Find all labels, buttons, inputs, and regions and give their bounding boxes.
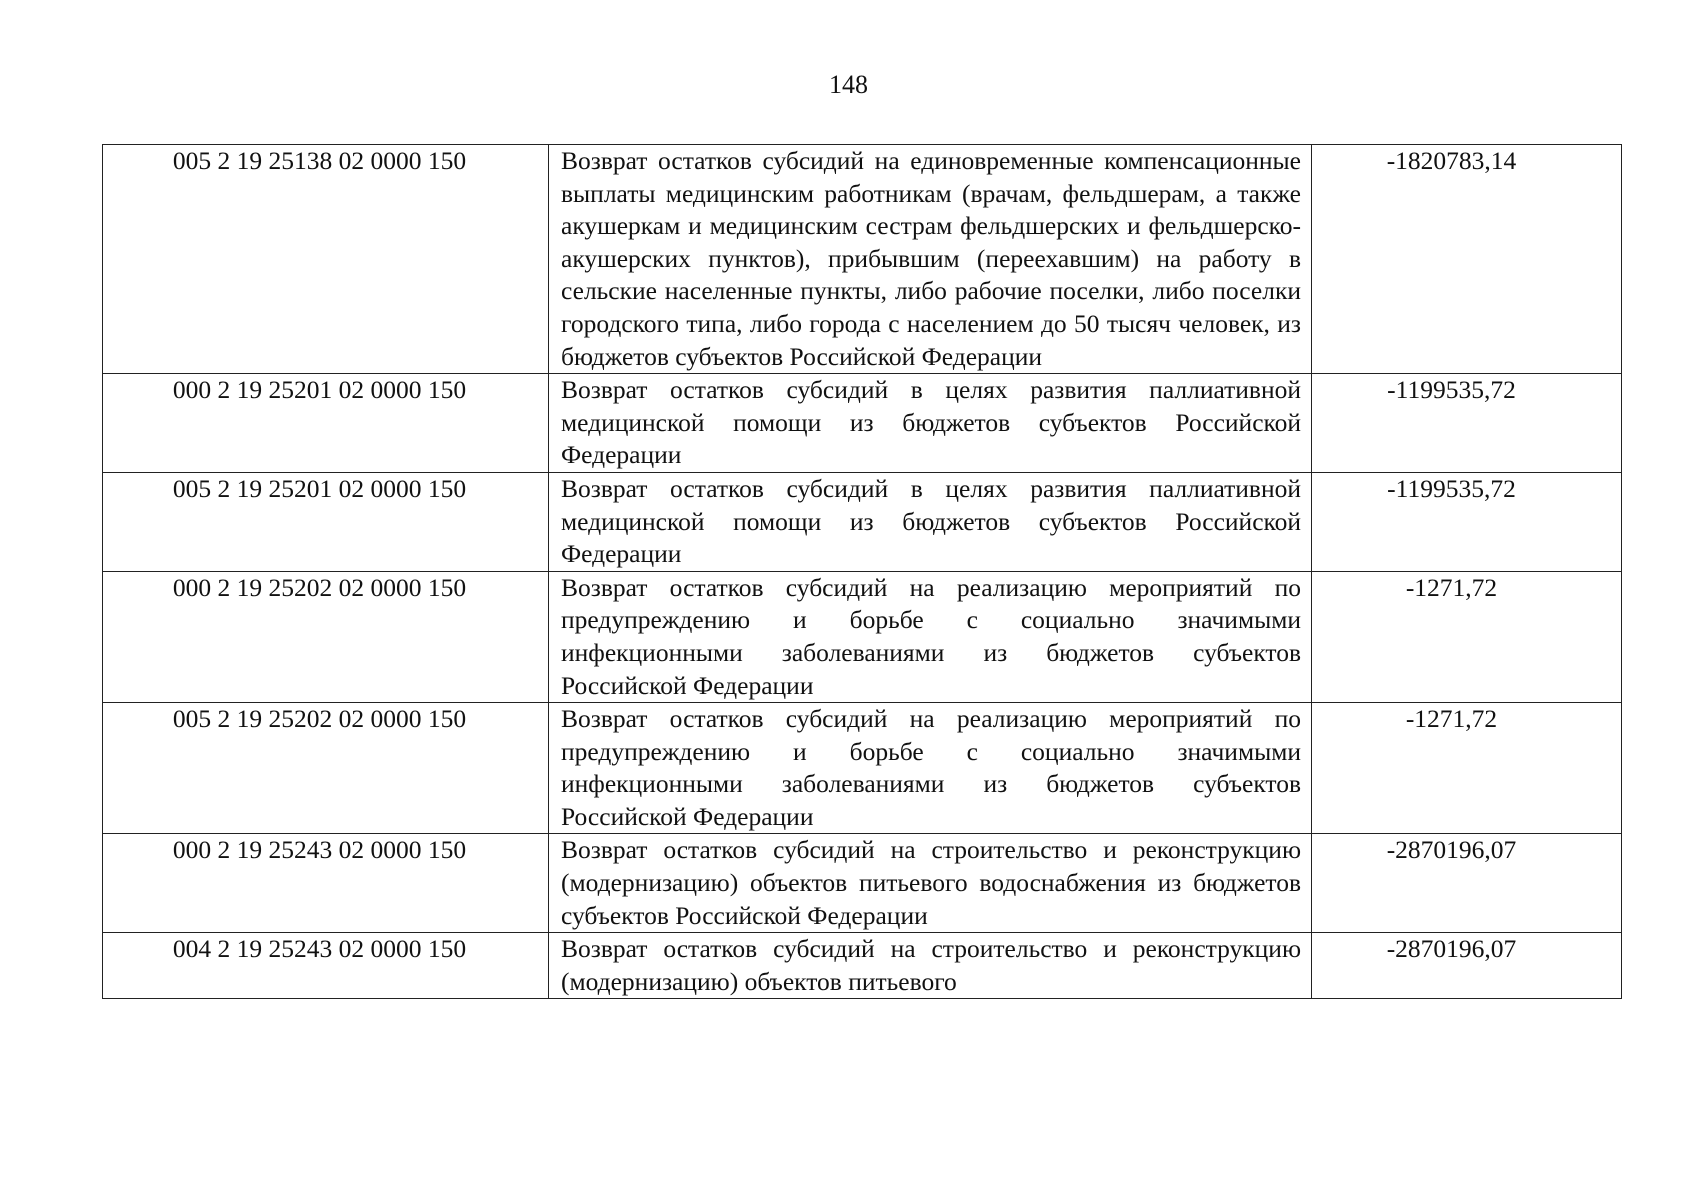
table-row [103,703,1622,834]
table-row [103,472,1622,571]
budget-code-cell: 005 2 19 25201 02 0000 150 [103,472,549,571]
table-row [103,571,1622,702]
budget-code-cell: 004 2 19 25243 02 0000 150 [103,933,549,999]
table-row [103,834,1622,933]
description-cell: Возврат остатков субсидий на реализацию мероприятий по предупреждению и борьбе с социально значимыми инфекционными заболеваниями из бюджетов субъектов Российской Федерации [549,571,1312,702]
description-cell: Возврат остатков субсидий на строительство и реконструкцию (модернизацию) объектов питьевого водоснабжения из бюджетов субъектов Российской Федерации [549,834,1312,933]
budget-code-cell: 000 2 19 25202 02 0000 150 [103,571,549,702]
budget-table [102,144,1622,999]
budget-code-cell: 000 2 19 25243 02 0000 150 [103,834,549,933]
description-cell: Возврат остатков субсидий на реализацию мероприятий по предупреждению и борьбе с социально значимыми инфекционными заболеваниями из бюджетов субъектов Российской Федерации [549,703,1312,834]
amount-cell: -1271,72 [1312,703,1622,834]
page-number: 148 [829,70,868,99]
budget-code-cell: 005 2 19 25202 02 0000 150 [103,703,549,834]
amount-cell: -1199535,72 [1312,374,1622,473]
amount-cell: -1820783,14 [1312,145,1622,374]
amount-cell: -2870196,07 [1312,933,1622,999]
amount-cell: -2870196,07 [1312,834,1622,933]
description-cell: Возврат остатков субсидий на единовременные компенсационные выплаты медицинским работникам (врачам, фельдшерам, а также акушеркам и медицинским сестрам фельдшерских и фельдшерско-акушерских пунктов), прибывшим (переехавшим) на работу в сельские населенные пункты, либо рабочие поселки, либо поселки городского типа, либо города с населением до 50 тысяч человек, из бюджетов субъектов Российской Федерации [549,145,1312,374]
amount-cell: -1199535,72 [1312,472,1622,571]
description-cell: Возврат остатков субсидий в целях развития паллиативной медицинской помощи из бюджетов субъектов Российской Федерации [549,472,1312,571]
table-row [103,374,1622,473]
budget-code-cell: 000 2 19 25201 02 0000 150 [103,374,549,473]
description-text: Возврат остатков субсидий на строительство и реконструкцию (модернизацию) объектов питьевого [561,934,1301,996]
table-row [103,145,1622,374]
budget-code-cell: 005 2 19 25138 02 0000 150 [103,145,549,374]
description-cell [549,933,1312,999]
description-cell: Возврат остатков субсидий в целях развития паллиативной медицинской помощи из бюджетов субъектов Российской Федерации [549,374,1312,473]
table-row [103,933,1622,999]
amount-cell: -1271,72 [1312,571,1622,702]
